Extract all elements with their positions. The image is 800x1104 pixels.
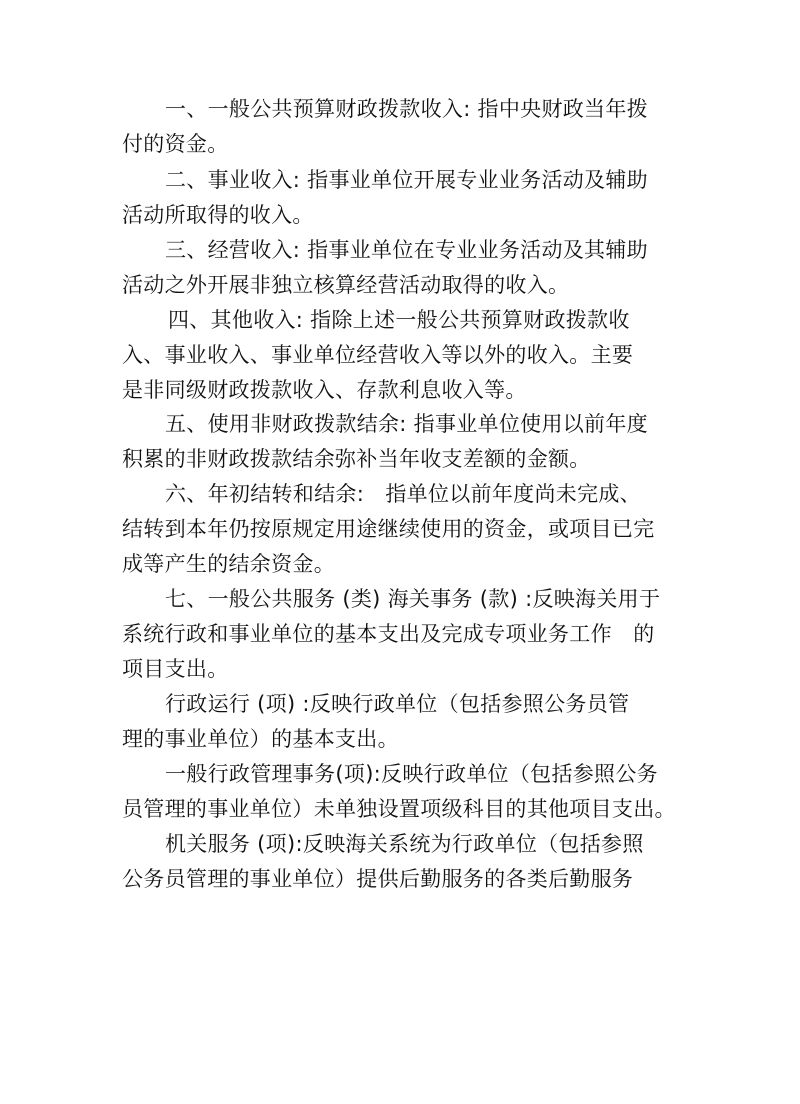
- text-line: 三、经营收入: 指事业单位在专业业务活动及其辅助: [165, 238, 648, 262]
- text-line: 活动之外开展非独立核算经营活动取得的收入。: [122, 273, 570, 297]
- text-line: 活动所取得的收入。: [122, 203, 314, 227]
- text-line: 员管理的事业单位）未单独设置项级科目的其他项目支出。: [122, 797, 676, 821]
- text-line: 六、年初结转和结余: 指单位以前年度尚未完成、: [165, 482, 641, 506]
- text-line: 行政运行 (项) :反映行政单位（包括参照公务员管: [165, 692, 630, 716]
- text-line: 入、事业收入、事业单位经营收入等以外的收入。主要: [122, 343, 634, 367]
- text-line: 七、一般公共服务 (类) 海关事务 (款) :反映海关用于: [165, 587, 661, 611]
- text-line: 二、事业收入: 指事业单位开展专业业务活动及辅助: [165, 168, 648, 192]
- text-line: 公务员管理的事业单位）提供后勤服务的各类后勤服务: [122, 867, 634, 891]
- text-line: 成等产生的结余资金。: [122, 552, 335, 576]
- text-line: 理的事业单位）的基本支出。: [122, 727, 399, 751]
- text-line: 是非同级财政拨款收入、存款利息收入等。: [122, 378, 527, 402]
- text-line: 机关服务 (项):反映海关系统为行政单位（包括参照: [165, 832, 644, 856]
- text-line: 结转到本年仍按原规定用途继续使用的资金，或项目已完: [122, 517, 655, 541]
- text-line: 项目支出。: [122, 657, 229, 681]
- text-line: 积累的非财政拨款结余弥补当年收支差额的金额。: [122, 447, 591, 471]
- text-line: 一、一般公共预算财政拨款收入: 指中央财政当年拨: [165, 97, 648, 121]
- text-line: 四、其他收入: 指除上述一般公共预算财政拨款收: [168, 308, 630, 332]
- text-line: 付的资金。: [122, 132, 229, 156]
- text-line: 一般行政管理事务(项):反映行政单位（包括参照公务: [165, 762, 658, 786]
- text-line: 五、使用非财政拨款结余: 指事业单位使用以前年度: [165, 412, 648, 436]
- text-line: 系统行政和事业单位的基本支出及完成专项业务工作 的: [122, 622, 655, 646]
